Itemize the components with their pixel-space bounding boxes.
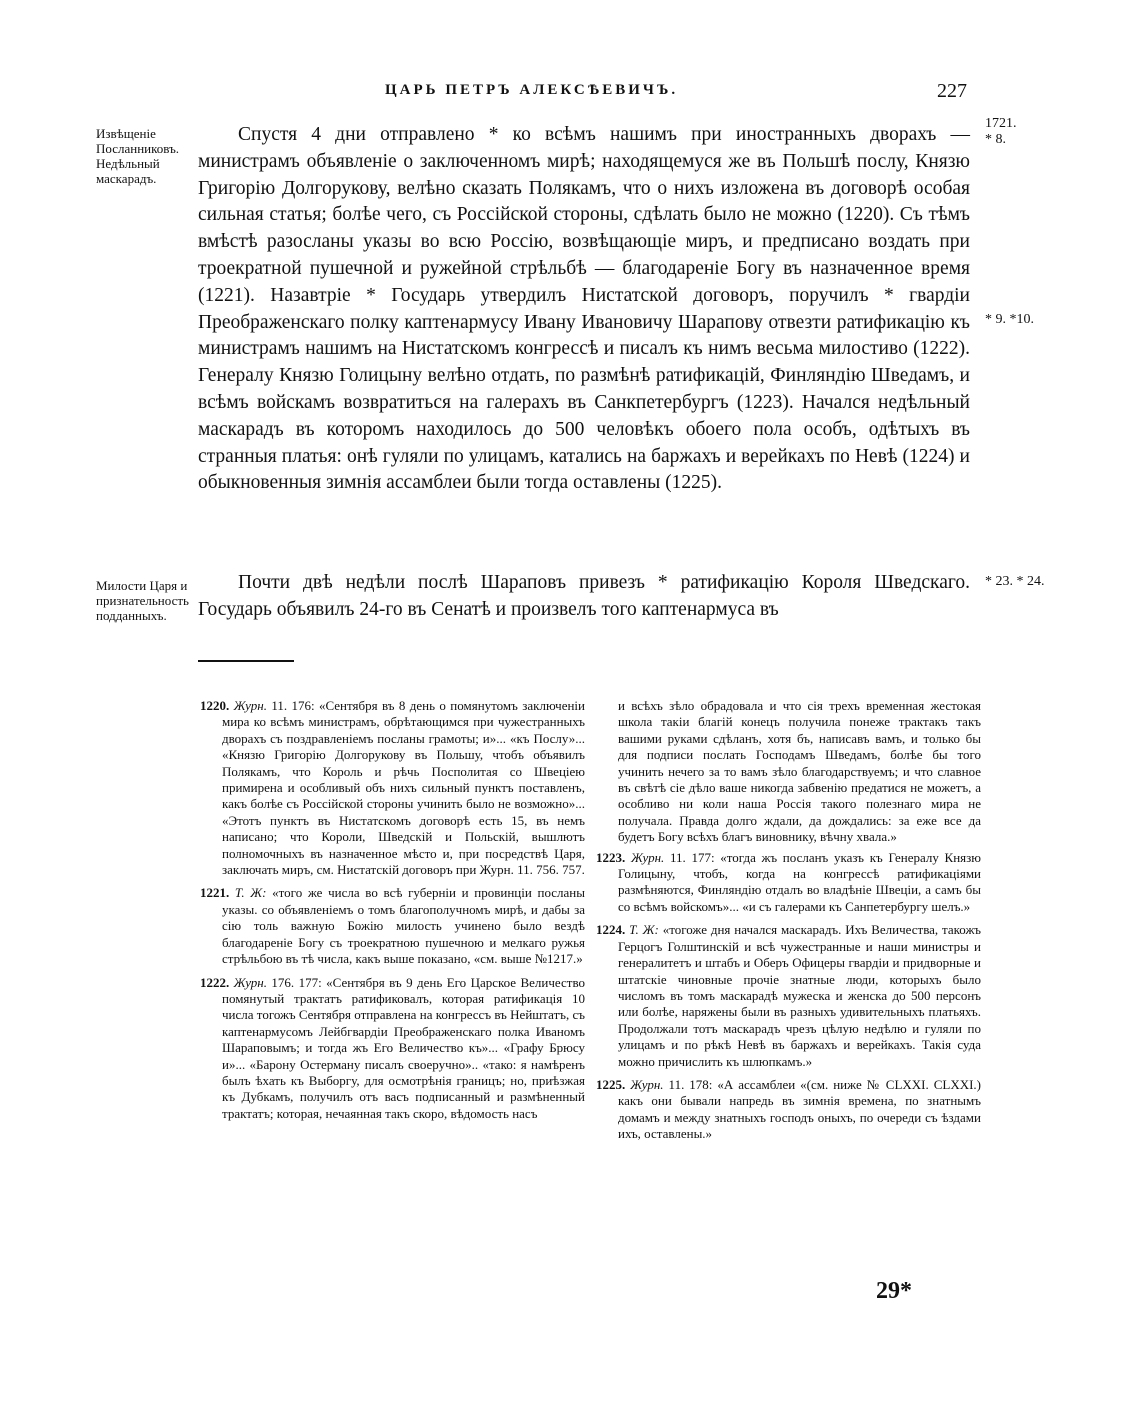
signature-mark: 29* — [876, 1278, 912, 1304]
margin-year: 1721. — [985, 116, 1017, 131]
footnote-1221 — [200, 885, 585, 967]
footnote-source: Журн. — [233, 698, 267, 713]
main-paragraph-2-text: Почти двѣ недѣли послѣ Шараповъ привезъ * ратификацію Короля Шведскаго. Государь объявилъ 24-го въ Сенатѣ и произвелъ того каптенармуса въ — [198, 572, 970, 620]
footnote-source: Журн. — [630, 1076, 664, 1092]
footnote-number: 1221. — [200, 885, 230, 901]
margin-date-8: * 8. — [985, 132, 1006, 147]
footnote-text: 176. 177: «Сентября въ 9 день Его Царское Величество помянутый трактатъ ратификовалъ, которая ратификація 10 числа тогожъ Сентября отправлена на конгрессъ въ Нейштатъ, съ каптенармусомъ Лейбгвардіи Преображенскаго полка Иваномъ Шараповымъ; и тогда жъ Его Величество къ»... «Графу Брюсу и»... «Барону Остерману писалъ своеручно».. «тако: я намѣренъ былъ ѣхать къ Выборгу, для осмотрѣнія границъ; но, приѣзжая къ Дубкамъ, получилъ отъ васъ подписанный и размѣненный трактатъ; которая, нечаянная такъ скоро, вѣдомость насъ — [222, 974, 586, 1121]
footnote-1222 — [200, 975, 585, 1123]
footnote-source: Т. Ж: — [234, 885, 267, 901]
footnote-source: Журн. — [233, 974, 267, 990]
footnote-1220 — [200, 698, 585, 878]
footnotes-left-column — [200, 698, 585, 1129]
footnote-source: Т. Ж: — [629, 922, 659, 938]
footnote-text: 11. 176: «Сентября въ 8 день о помянутомъ заключеніи мира ко всѣмъ министрамъ, обрѣтающимся при чужестранныхъ дворахъ съ поздравленіемъ посланы грамоты; и»... «къ Послу»... «Князю Григорію Долгорукову въ Польшу, чтобъ объявилъ Полякамъ, что Король и рѣчь Посполитая со Швеціею примирена и особливый объ нихъ сильный пунктъ поставленъ, какъ болѣе съ Россійской стороны учинить было не возможно»... «Этотъ пунктъ въ Нистатскомъ договорѣ есть 15, въ немъ написано; что Короли, Шведскій и Польскій, вышлютъ полномочныхъ въ назначенное мѣсто и, при посредствѣ Царя, заключать миръ, см. Нистатскій договоръ при Журн. 11. 756. 757. — [222, 698, 585, 878]
footnote-number: 1224. — [596, 922, 626, 938]
footnote-number: 1223. — [596, 849, 626, 865]
footnote-1225 — [596, 1077, 981, 1143]
footnote-1223 — [596, 850, 981, 916]
footnote-text: 11. 177: «тогда жъ посланъ указъ къ Генералу Князю Голицыну, чтобъ, когда на конгрессѣ ратификаціями размѣняются, Финляндію отдалъ во владѣніе Швеціи, а самъ бы со всѣмъ войскомъ»... «и съ галерами къ Санпетербургу шелъ.» — [618, 849, 981, 914]
footnote-number: 1220. — [200, 698, 230, 713]
margin-note-1: Извѣщеніе Посланниковъ. Недѣльный маскарадъ. — [96, 126, 180, 186]
footnote-number: 1222. — [200, 974, 230, 990]
footnote-1224 — [596, 922, 981, 1070]
footnote-text: «тогоже дня начался маскарадъ. Ихъ Величества, такожъ Герцогъ Голштинскій и всѣ чужестранные и наши министры и генералитетъ и штабъ и Оберъ Офицеры гвардіи и придворные и штатскіе чиновные прочіе знатные люди, которыхъ было числомъ въ томъ маскарадѣ мужеска и женска до 500 персонъ или болѣе, наряжены были въ разныхъ удивительныхъ платьяхъ. Продолжали тотъ маскарадъ чрезъ цѣлую недѣлю и гуляли по улицамъ и по рѣкѣ Невѣ въ баржахъ и верейкахъ. Такія суда можно причислить къ шлюпкамъ.» — [618, 922, 982, 1069]
main-paragraph-2 — [198, 570, 970, 624]
margin-note-2: Милости Царя и признательность подданныхъ. — [96, 578, 189, 623]
footnote-text: 11. 178: «А ассамблеи «(см. ниже № CLXXI. CLXXI.) какъ они бывали напредь въ зимнія времена, по знатнымъ домамъ и между знатныхъ господъ оныхъ, по очереди съ ѣздами ихъ, оставлены.» — [618, 1076, 982, 1142]
main-paragraph-1-text: Спустя 4 дни отправлено * ко всѣмъ нашимъ при иностранныхъ дворахъ — министрамъ объявленіе о заключенномъ мирѣ; находящемуся же въ Польшѣ послу, Князю Григорію Долгорукову, велѣно сказать Полякамъ, что о нихъ изложена въ договорѣ особая сильная статья; болѣе чего, съ Россійской стороны, сдѣлать было не можно (1220). Съ тѣмъ вмѣстѣ разосланы указы во всю Россію, возвѣщающіе миръ, и предписано воздать при троекратной пушечной и ружейной стрѣльбѣ — благодареніе Богу въ назначенное время (1221). Назавтріе * Государь утвердилъ Нистатской договоръ, поручилъ * гвардіи Преображенскаго полку каптенармусу Ивану Ивановичу Шарапову отвезти ратификацію къ министрамъ нашимъ на Нистатскомъ конгрессѣ и писалъ къ нимъ весьма милостиво (1222). Генералу Князю Голицыну велѣно отдать, по размѣнѣ ратификацій, Финляндію Шведамъ, и всѣмъ войскамъ возвратиться на галерахъ въ Санкпетербургъ (1223). Начался недѣльный маскарадъ въ которомъ находилось до 500 человѣкъ обоего пола особъ, одѣтыхъ въ странныя платья: онѣ гуляли по улицамъ, катались на баржахъ и верейкахъ по Невѣ (1224) и обыкновенныя зимнія ассамблеи были тогда оставлены (1225). — [198, 124, 970, 494]
margin-date-9-10: * 9. *10. — [985, 312, 1034, 327]
footnotes-right-column — [596, 698, 981, 1150]
margin-date-23-24: * 23. * 24. — [985, 574, 1045, 589]
footnote-source: Журн. — [630, 849, 665, 865]
page-number: 227 — [937, 80, 967, 102]
footnote-rule — [198, 660, 294, 662]
footnote-text: «того же числа во всѣ губерніи и провинціи посланы указы. со объявленіемъ о томъ благополучномъ мирѣ, и дабы за сію толь важную Божію милость учинено было вездѣ благодареніе Богу съ троекратною пушечною и мелкаго ружья стрѣльбою въ тѣ числа, какъ выше показано, «см. выше №1217.» — [222, 885, 585, 967]
footnote-1222-continued: и всѣхъ зѣло обрадовала и что сія трехъ временная жестокая школа такіи благій конецъ получила понеже трактакъ такъ вашими руками сдѣланъ, хотя бъ, написавъ вамъ, и только бы для подписи послать Господамъ Шведамъ, болѣе бы того учинить нечего за то вамъ зѣло благодарствуемъ; и что славное въ свѣтѣ сіе дѣло ваше никогда забвенію предатися не можетъ, а особливо ни коли наша Россія такого полезнаго мира не получала. Правда долго ждали, да дождались: за еже все да будетъ Богу всѣхъ благъ виновнику, вѣчну хвала.» — [618, 698, 981, 845]
main-paragraph-1 — [198, 122, 970, 497]
footnote-number: 1225. — [596, 1076, 626, 1092]
running-title: ЦАРЬ ПЕТРЪ АЛЕКСѢЕВИЧЪ. — [385, 82, 679, 98]
